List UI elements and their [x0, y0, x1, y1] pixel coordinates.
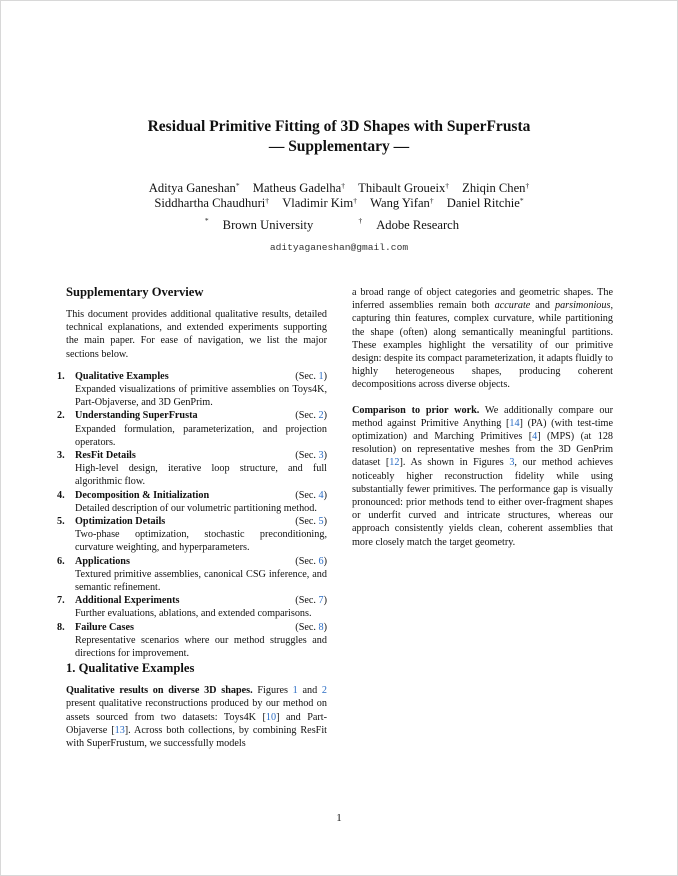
author: Wang Yifan† [370, 196, 434, 210]
section-1-paragraph: Qualitative results on diverse 3D shapes. Figures 1 and 2 present qualitative reconstructions produced by our method on assets sourced from two datasets: Toys4K [10] and Part-Objaverse [13]. Across both collections, by combining ResFit with SuperFrustum, we successfully models [66, 685, 328, 750]
figure-link[interactable]: 3 [509, 457, 515, 469]
affiliations [0, 218, 678, 233]
section-link[interactable]: 1 [318, 370, 324, 382]
section-list-item: 3. ResFit Details (Sec. 3) High-level design, iterative loop structure, and full algorithmic flow. [57, 450, 327, 488]
section-list [57, 370, 327, 660]
citation-link[interactable]: 10 [265, 711, 277, 723]
section-list-item: 7. Additional Experiments (Sec. 7) Further evaluations, ablations, and extended comparisons. [57, 595, 327, 620]
citation-link[interactable]: 14 [509, 417, 520, 429]
author: Vladimir Kim† [282, 196, 357, 210]
author: Zhiqin Chen† [462, 181, 530, 195]
section-list-item: 6. Applications (Sec. 6) Textured primitive assemblies, canonical CSG inference, and semantic refinement. [57, 555, 327, 594]
affiliation: * Brown University [204, 216, 314, 232]
section-link[interactable]: 6 [318, 555, 324, 567]
author: Siddhartha Chaudhuri† [154, 196, 270, 210]
author: Daniel Ritchie* [446, 196, 524, 210]
section-list-item: 2. Understanding SuperFrusta (Sec. 2) Expanded formulation, parameterization, and projection operators. [57, 410, 327, 448]
comparison-paragraph: Comparison to prior work. We additionally compare our method against Primitive Anything [14] (PA) (with test-time optimization) and Marching Primitives [4] (MPS) (at 128 resolution) on representative meshes from the 3D GenPrim dataset [12]. As shown in Figures 3, our method achieves noticeably higher reconstruction fidelity while using substantially fewer primitives. The performance gap is visually pronounced: prior methods tend to either over-fragment shapes or underfit curved and intricate structures, whereas our approach consistently yields clean, coherent assemblies that more closely match the target geometry. [352, 404, 614, 548]
author-list-line-2 [0, 195, 678, 211]
section-link[interactable]: 8 [318, 621, 324, 633]
paper-subtitle: — Supplementary — [268, 138, 410, 155]
author: Thibault Groueix† [358, 181, 449, 195]
contact-email: adityaganeshan@gmail.com [269, 242, 409, 253]
citation-link[interactable]: 13 [114, 724, 125, 736]
overview-heading: Supplementary Overview [66, 285, 204, 299]
author: Matheus Gadelha† [252, 181, 345, 195]
overview-intro: This document provides additional qualitative results, detailed technical explanations, and extended experiments supporting the main paper. For ease of navigation, we list the major sections below. [66, 309, 327, 360]
section-list-item: 1. Qualitative Examples (Sec. 1) Expanded visualizations of primitive assemblies on Toys4K, Part-Objaverse, and 3D GenPrim. [57, 370, 327, 409]
section-link[interactable]: 7 [318, 595, 324, 607]
section-link[interactable]: 3 [318, 450, 324, 462]
citation-link[interactable]: 12 [389, 457, 400, 469]
citation-link[interactable]: 4 [532, 431, 538, 443]
author-list-line-1 [0, 180, 678, 196]
section-link[interactable]: 5 [318, 516, 324, 528]
section-link[interactable]: 2 [318, 410, 324, 422]
page-number: 1 [336, 812, 342, 824]
section-list-item: 5. Optimization Details (Sec. 5) Two-phase optimization, stochastic preconditioning, curvature weighting, and hyperparameters. [57, 516, 327, 554]
paper-title: Residual Primitive Fitting of 3D Shapes with SuperFrusta [147, 118, 531, 135]
author: Aditya Ganeshan* [148, 181, 240, 195]
right-column [352, 286, 613, 549]
section-link[interactable]: 4 [318, 489, 324, 501]
section-list-item: 4. Decomposition & Initialization (Sec. 4) Detailed description of our volumetric partitioning method. [57, 489, 327, 514]
left-column [57, 284, 328, 750]
section-list-item: 8. Failure Cases (Sec. 8) Representative scenarios where our method struggles and directions for improvement. [57, 621, 327, 660]
affiliation: † Adobe Research [358, 216, 460, 232]
section-1-heading: 1. Qualitative Examples [66, 661, 195, 676]
qualitative-paragraph-continued: a broad range of object categories and geometric shapes. The inferred assemblies remain both accurate and parsimonious, capturing thin features, complex curvature, while partitioning the shape (often) along semantically meaningful partitions. These examples highlight the versatility of our primitive design: despite its compact parameterization, it adapts fluidly to highly heterogeneous shapes, producing coherent decompositions across diverse objects. [352, 287, 613, 391]
figure-link[interactable]: 1 [292, 685, 298, 697]
figure-link[interactable]: 2 [321, 685, 327, 697]
